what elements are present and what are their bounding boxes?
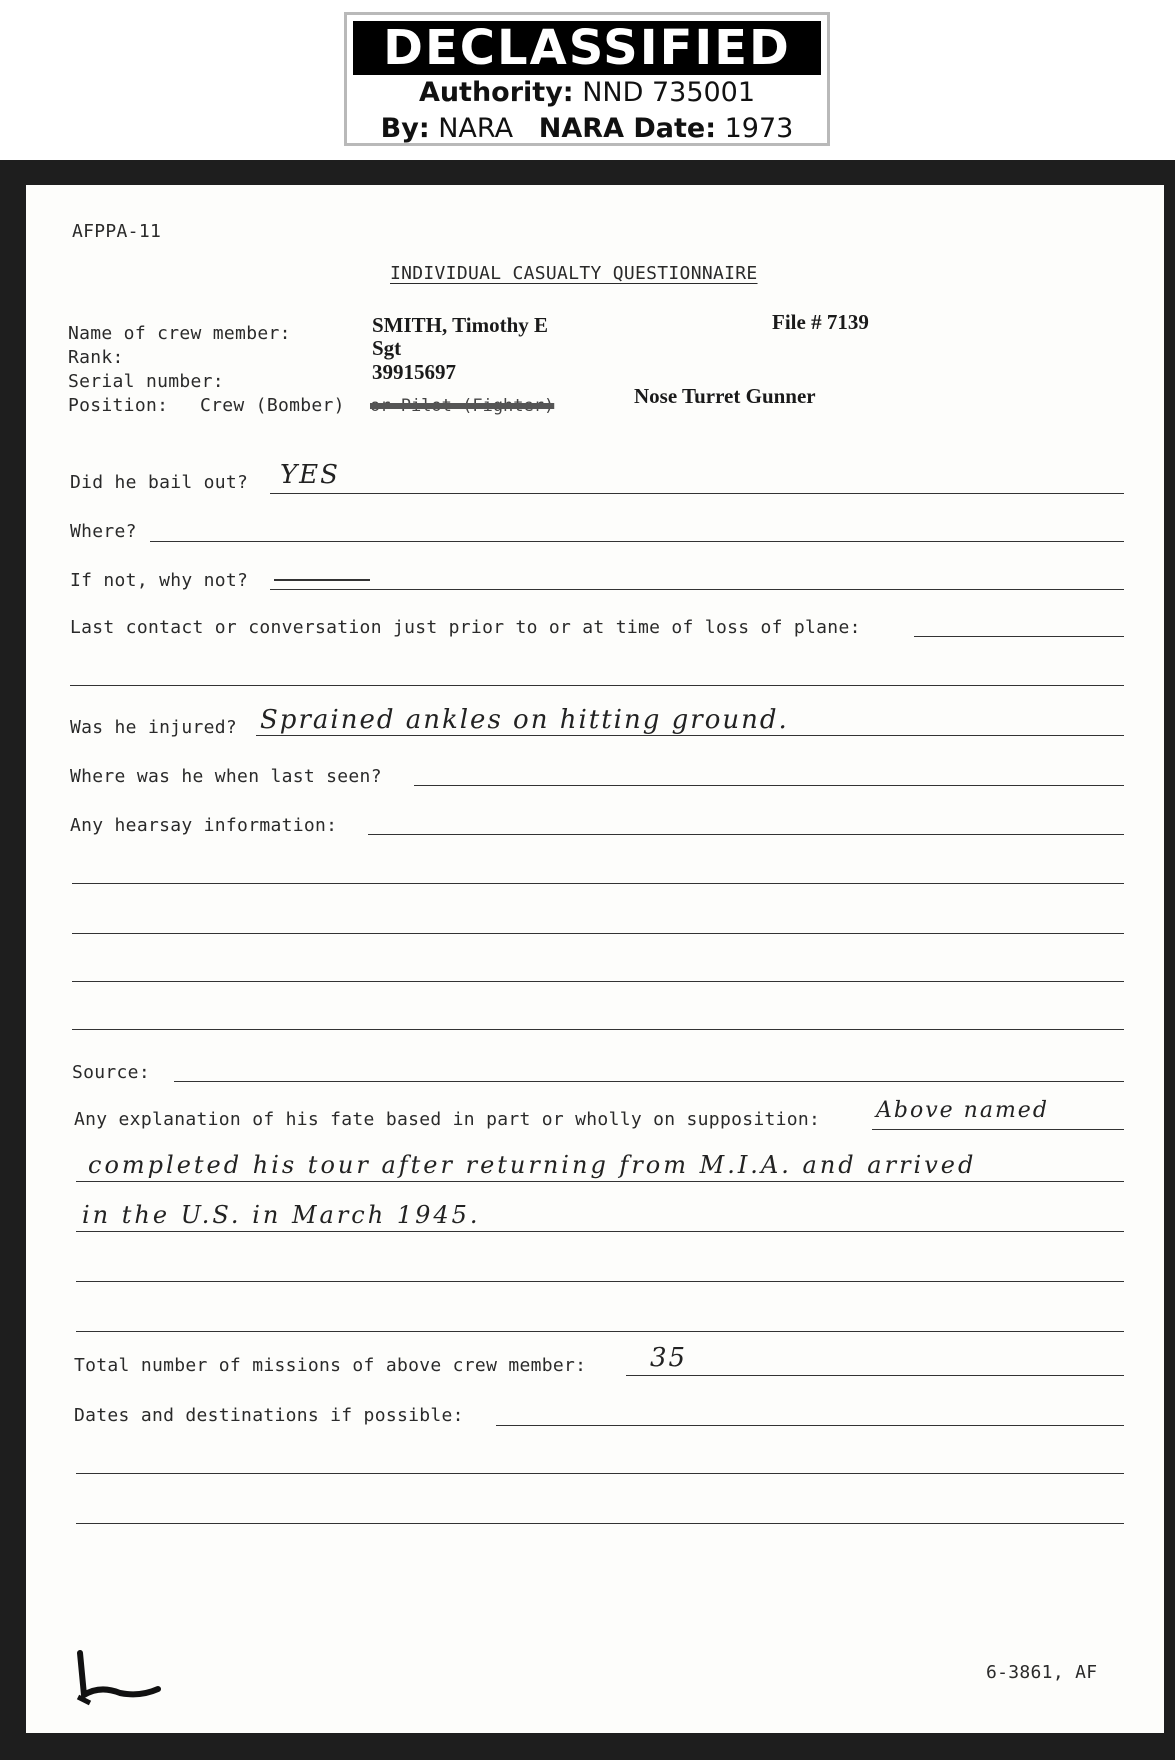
stamp-date-value: 1973 [724, 113, 794, 144]
hearsay-line-4 [72, 981, 1124, 982]
last-contact-line-2 [70, 685, 1124, 686]
missions-label: Total number of missions of above crew member: [74, 1355, 587, 1376]
stamp-by-value: NARA [438, 113, 514, 144]
bail-value: YES [280, 460, 340, 490]
dates-line-2 [76, 1473, 1124, 1474]
stamp-authority-line [347, 75, 827, 111]
explanation-rule-2 [76, 1181, 1124, 1182]
declassification-stamp [344, 12, 830, 146]
dates-line-3 [76, 1523, 1124, 1524]
hearsay-line [368, 834, 1124, 835]
footer-code: 6-3861, AF [986, 1662, 1098, 1683]
explanation-rule-5 [76, 1331, 1124, 1332]
stamp-by-line [347, 111, 827, 147]
last-seen-line [414, 785, 1124, 786]
hearsay-line-5 [72, 1029, 1124, 1030]
position-struck-text: or Pilot (Fighter) [370, 396, 555, 416]
rank-label: Rank: [68, 347, 124, 368]
ifnot-label: If not, why not? [70, 570, 249, 591]
stamp-authority-value: NND 735001 [582, 77, 756, 108]
form-id: AFPPA-11 [72, 221, 162, 242]
form-title: INDIVIDUAL CASUALTY QUESTIONNAIRE [390, 263, 758, 284]
position-prefix: Crew (Bomber) [200, 395, 345, 416]
stamp-authority-label: Authority: [418, 77, 574, 108]
position-label: Position: [68, 395, 169, 416]
dates-line [496, 1425, 1124, 1426]
questionnaire-page [26, 185, 1164, 1733]
ifnot-line [270, 589, 1124, 590]
source-line [174, 1081, 1124, 1082]
hearsay-line-3 [72, 933, 1124, 934]
dates-label: Dates and destinations if possible: [74, 1405, 464, 1426]
last-contact-line [914, 636, 1124, 637]
missions-line [626, 1375, 1124, 1376]
last-seen-label: Where was he when last seen? [70, 766, 382, 787]
hearsay-label: Any hearsay information: [70, 815, 338, 836]
explanation-line-1: Above named [876, 1098, 1049, 1123]
file-number: File # 7139 [772, 310, 869, 334]
hearsay-line-2 [72, 883, 1124, 884]
rank-value: Sgt [372, 336, 402, 360]
where-line [150, 541, 1124, 542]
ink-mark-icon [70, 1645, 170, 1715]
explanation-label: Any explanation of his fate based in part or wholly on supposition: [74, 1109, 821, 1130]
bail-label: Did he bail out? [70, 472, 249, 493]
position-value: Nose Turret Gunner [634, 384, 816, 408]
injured-value: Sprained ankles on hitting ground. [260, 705, 789, 735]
name-label: Name of crew member: [68, 323, 291, 344]
explanation-rule-1 [872, 1129, 1124, 1130]
bail-line [270, 493, 1124, 494]
injured-line [256, 735, 1124, 736]
stamp-date-label: NARA Date: [538, 113, 717, 144]
stamp-by-label: By: [380, 113, 430, 144]
injured-label: Was he injured? [70, 717, 238, 738]
missions-value: 35 [650, 1343, 688, 1373]
explanation-rule-4 [76, 1281, 1124, 1282]
source-label: Source: [72, 1062, 150, 1083]
where-label: Where? [70, 521, 137, 542]
explanation-rule-3 [76, 1231, 1124, 1232]
stamp-title: DECLASSIFIED [353, 21, 821, 75]
name-value: SMITH, Timothy E [372, 313, 549, 337]
explanation-line-2: completed his tour after returning from M.I.A. and arrived [88, 1151, 977, 1179]
serial-value: 39915697 [372, 360, 456, 384]
explanation-line-3: in the U.S. in March 1945. [82, 1201, 481, 1229]
serial-label: Serial number: [68, 371, 224, 392]
last-contact-label: Last contact or conversation just prior to or at time of loss of plane: [70, 617, 861, 638]
ifnot-dash-mark [274, 579, 370, 581]
